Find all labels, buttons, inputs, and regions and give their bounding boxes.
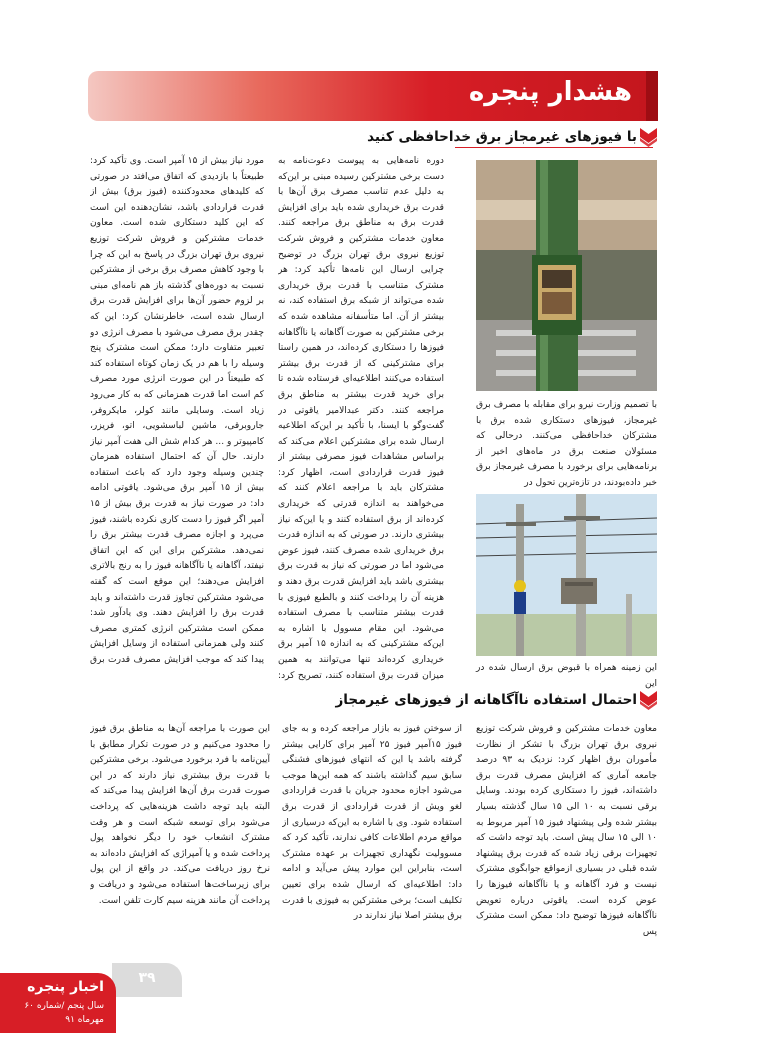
paragraph: از سوختن فیوز به بازار مراجعه کرده و به جای فیوز ۱۵آمپر فیوز ۲۵ آمپر برای کارایی بیشتر گرفته باشد یا این که انتهای فیوزهای فشنگی سابق سیم گذاشته باشند که همه این‌ها موجب می‌شود اجازه محدود جریان با قدرت قراردادی لغو ویش از قدرت قراردادی از قدرت برق استفاده شود. وی با اشاره به این‌که درسیاری از مواقع مردم اطلاعات کافی ندارند، تأکید کرد که مسوولیت نگهداری تجهیزات بر عهده مشترک است، بنابراین این موارد پیش می‌آید و ادامه داد: اطلاعیه‌ای که ارسال شده برای تعیین تکلیف است؛ برخی مشترکین به فیوزی با قدرت برق بیشتر اصلا نیاز ندارند در [282,724,462,922]
paragraph: این صورت با مراجعه آن‌ها به مناطق برق فیوز را محدود می‌کنیم و در صورت تکرار مطابق با آیین‌نامه با فرد برخورد می‌شود. برخی مشترکین با قدرت برق بیشتری نیاز دارند که در این صورت قدرت برق آن‌ها افزایش پیدا می‌کند که البته باید توجه داشت هزینه‌هایی که پرداخت می‌شود برای توسعه شبکه است و هر وقت مشترک انشعاب خود را دیگر نخواهد پول پرداخت شده و یا آمپراژی که افزایش داده‌اند به نرخ روز دریافت می‌کند. در واقع از این پول برای زیرساخت‌ها استفاده می‌شود و دریافت و پرداخت آن مانند هزینه سیم کارت تلفن است. [90,724,270,906]
chevron-down-icon [640,128,657,147]
date-label: مهرماه ۹۱ [65,1015,104,1025]
paragraph: دوره نامه‌هایی به پیوست دعوت‌نامه به دست برخی مشترکین رسیده مبنی بر این‌که به دلیل عدم تناسب مصرف برق آن‌ها با قدرت برق خریداری شده باید برای افزایش قدرت برق به مناطق برق مراجعه کنند. معاون خدمات مشترکین و فروش شرکت توزیع نیروی برق تهران بزرگ در توضیح چرایی ارسال این نامه‌ها تأکید کرد: هر مشترک متناسب با قدرت برق خریداری شده می‌تواند از شبکه برق استفاده کند، نه بیشتر از آن. اما متأسفانه مشاهده شده که برخی مشترکین به صورت آگاهانه یا ناآگاهانه فیوزها را دستکاری کرده‌اند، در همین راستا برای مشترکینی که از قدرت برق بیشتر استفاده می‌کنند اطلاعیه‌ای فرستاده شده تا برای خرید قدرت بیشتر به مناطق برق مراجعه کنند. دکتر عبدالامیر یاقوتی در گفت‌وگو با ایسنا، با تأکید بر این‌که اطلاعیه ارسال شده برای مشترکین اعلام می‌کند که براساس مشاهدات فیوز مصرفی بیشتر از فیوز قدرت قراردادی است، اظهار کرد: مشترکان باید با مراجعه اعلام کنند که می‌خواهند به اندازه قدرتی که خریداری کرده‌اند از برق استفاده کنند و یا این‌که نیاز بیشتری دارند. در صورتی که به اندازه قدرت برق خریداری شده مصرف کنند، فیوز عوض می‌شود اما در صورتی که نیاز به قدرت برق بیشتری باشد باید افزایش قدرت برق دهند و هزینه آن را پرداخت کنند و بالطبع فیوزی با قدرت بیشتر متناسب با مصرف استفاده می‌شود. این مقام مسوول با اشاره به این‌که مشترکینی که به اندازه ۱۵ آمپر برق خریداری کرده‌اند تنها می‌توانند به همین میزان قدرت برق استفاده کنند، تصریح کرد: [278,156,444,681]
fuse-pole-photo [476,160,657,391]
page-number: ۳۹ [112,963,182,997]
photo-caption: با تصمیم وزارت نیرو برای مقابله با مصرف برق غیرمجاز، فیوزهای دستکاری شده برق با مشترکان خداحافظی می‌کنند. درحالی که مسئولان صنعت برق در ماه‌های اخیر از برنامه‌هایی برای برخورد با مصرف غیرمجاز برق خبر داده‌بودند، در تازه‌ترین تحول در [476,400,657,488]
magazine-footer [0,973,116,1033]
banner-edge [646,71,658,121]
power-pole-photo [476,494,657,656]
issue-label: سال پنجم /شماره ۶۰ [24,1001,104,1011]
article-column-middle [278,154,444,684]
article-column-left [90,722,270,922]
paragraph: معاون خدمات مشترکین و فروش شرکت توزیع نیروی برق تهران بزرگ با تشکر از نظارت مأموران برق اظهار کرد: نزدیک به ۹۳ درصد جامعه آماری که افزایش مصرف قدرت برق داشته‌اند، فیوز را دستکاری کرده بودند. وسایل برقی نسبت به ۱۰ الی ۱۵ سال گذشته بسیار بیشتر شده ولی پیشنهاد فیوز ۱۵ آمپر مربوط به ۱۰ الی ۱۵ سال پیش است. باید توجه داشت که تجهیزات برقی زیاد شده که قدرت برق پیشنهاد شده قبلی در بسیاری ازمواقع جوابگوی مشترک نیست و فرد آگاهانه و یا ناآگاهانه فیوزها را عوض کرده است. یاقوتی درباره تعویض ناآگاهانه فیوزها توضیح داد: ممکن است مشترک پس [476,724,657,937]
magazine-name: اخبار پنجره [27,979,104,995]
section-banner [88,71,658,121]
photo-caption: این زمینه همراه با قبوض برق ارسال شده در این [476,663,657,689]
section-title: احتمال استفاده ناآگاهانه از فیوزهای غیرمجاز [335,692,637,708]
title-underline [455,147,653,148]
banner-title: هشدار پنجره [468,77,632,107]
article-column-middle [282,722,462,938]
paragraph: مورد نیاز بیش از ۱۵ آمپر است. وی تأکید کرد: طبیعتاً با بازدیدی که اتفاق می‌افتد در صورتی که کلیدهای محدودکننده (فیوز برق) بیش از قدرت قراردادی باشد، نشان‌دهنده این است که این کلید دستکاری شده است. معاون خدمات مشترکین و فروش شرکت توزیع نیروی برق تهران بزرگ در پاسخ به این که چرا با وجود کاهش مصرف برق برخی از مشترکین نسبت به دوره‌های گذشته باز هم نامه‌ای مبنی بر لزوم حضور آن‌ها برای افزایش قدرت برق ارسال شده است، خاطرنشان کرد: این که چقدر برق مصرف می‌شود با مصرف انرژی دو تعبیر متفاوت دارد؛ ممکن است مشترک پنج وسیله را با هم در یک زمان کوتاه استفاده کند که طبیعتاً در این صورت انرژی مورد مصرف کم است اما قدرت همزمانی که به کار می‌رود زیاد است. وسایلی مانند کولر، مایکروفر، جاروبرقی، ماشین لباسشویی، اتو، فریزر، کامپیوتر و ... هر کدام شش الی هفت آمپر نیاز دارند. حال آن که احتمال استفاده همزمان چندین وسیله وجود دارد که باعث استفاده بیش از ۱۵ آمپر برق می‌شود. یاقوتی ادامه داد: در صورت نیاز به قدرت برق بیش از ۱۵ آمپر اگر فیوز را دست کاری نکرده باشند، فیوز می‌پرد و اجازه مصرف قدرت بیشتر برق را نمی‌دهد. مشترکین برای این که این اتفاق نیفتد، آگاهانه یا ناآگاهانه فیوز را به رنج بالاتری افزایش می‌دهند؛ این موقع است که گفته می‌شود مشترکین تجاوز قدرت داشته‌اند و باید قدرت برق را افزایش دهند. وی یادآور شد: ممکن است مشترکین انرژی کمتری مصرف کنند ولی همزمانی استفاده از وسایل افزایش پیدا کند که موجب افزایش مصرف قدرت برق [90,156,264,664]
article-column-right [476,722,657,938]
chevron-down-icon [640,691,657,710]
section-title: با فیوزهای غیرمجاز برق خداحافظی کنید [367,129,637,145]
article-column-left [90,154,264,664]
